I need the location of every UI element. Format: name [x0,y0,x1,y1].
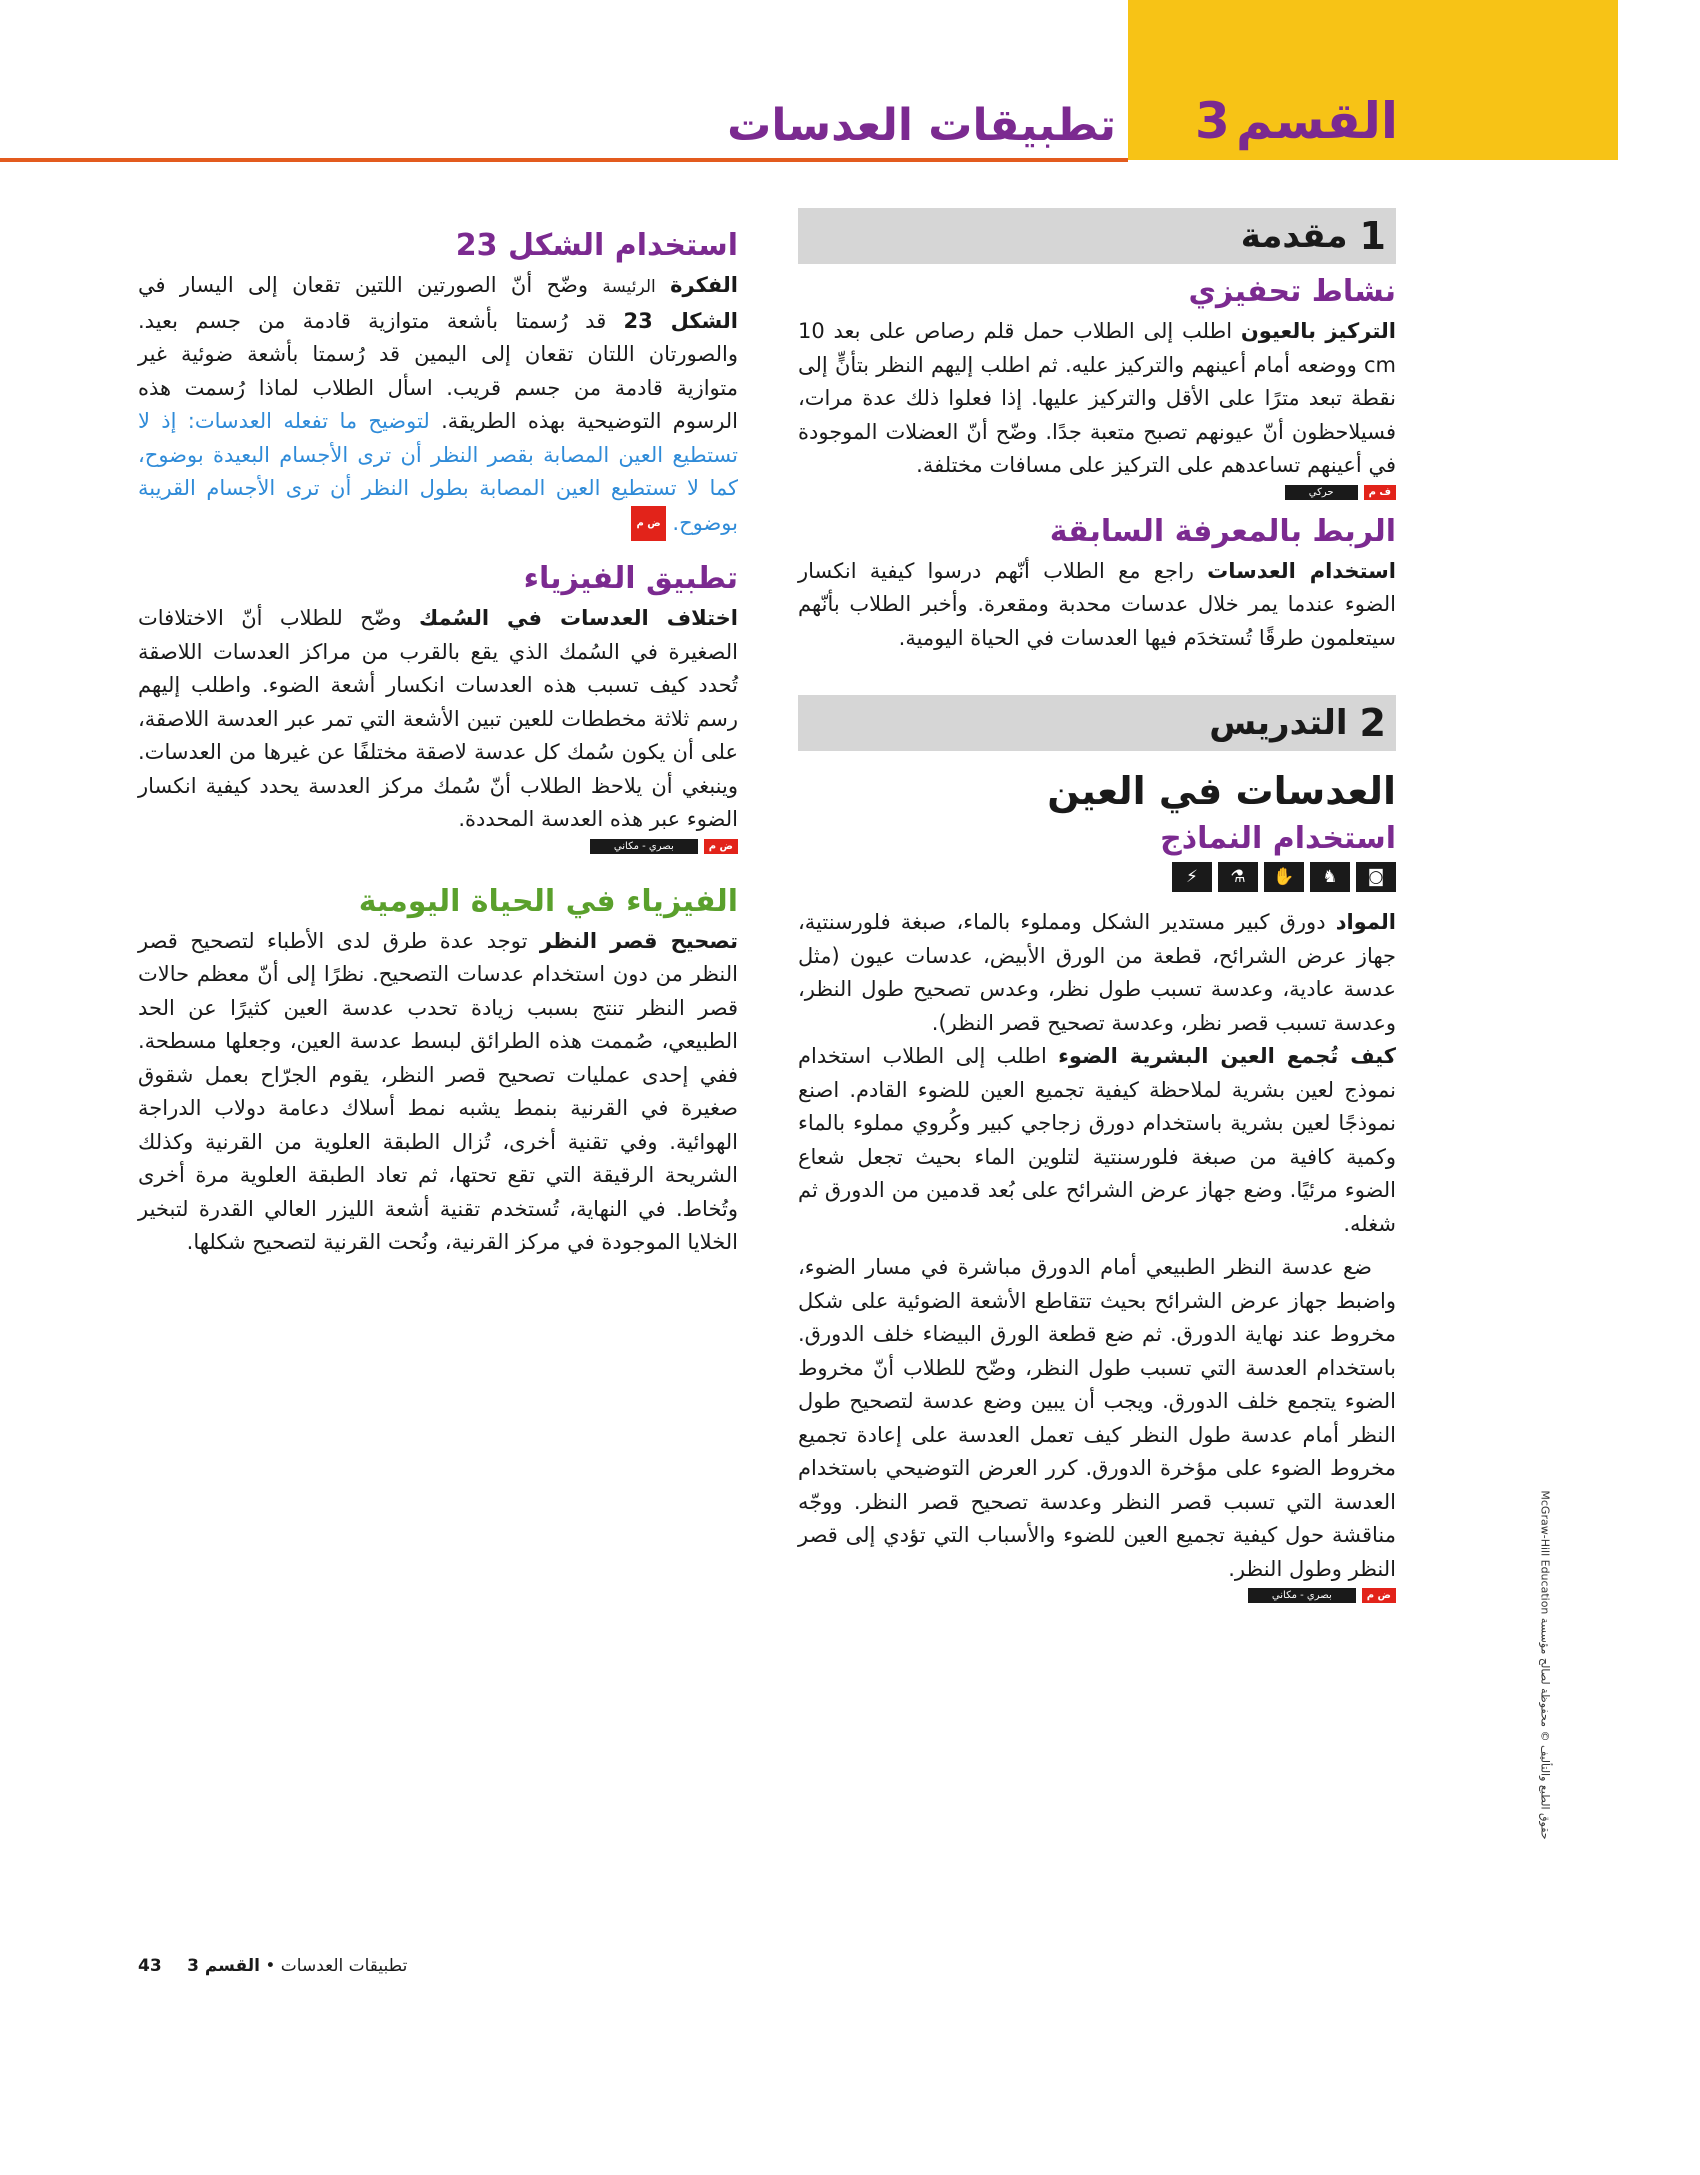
motivation-text: اطلب إلى الطلاب حمل قلم رصاص على بعد 10 cm ووضعه أمام أعينهم والتركيز عليه. ثم اطلب إليهم النظر بتأنٍّ إلى نقطة تبعد مترًا على الأقل والتركيز عليها. إذا فعلوا ذلك عدة مرات، فسيلاحظون أنّ عيونهم تصبح متعبة جدًا. وضّح أنّ العضلات الموجودة في أعينهم تساعدهم على التركيز على مسافات مختلفة. [798,319,1396,477]
everyday-physics-lead: تصحيح قصر النظر [539,928,739,953]
focus-text: اطلب إلى الطلاب استخدام نموذج لعين بشرية لملاحظة كيفية تجميع العين للضوء القادم. اصنع نموذجًا لعين بشرية باستخدام دورق زجاجي كبير وكُروي مملوء بالماء وكمية كافية من صبغة فلورسنتية لتلوين الماء بحيث تجعل شعاع الضوء مرئيًا. وضع جهاز عرض الشرائح على بُعد قدمين من الدورق ثم شغله. [798,1044,1396,1236]
left-column [138,222,738,1260]
apron-icon: ♞ [1310,862,1350,892]
motivation-paragraph [798,315,1396,483]
procedure-paragraph [798,1251,1396,1586]
figure-text-before: وضّح أنّ الصورتين اللتين تقعان إلى اليسار في [138,273,589,297]
materials-text: دورق كبير مستدير الشكل ومملوء بالماء، صبغة فلورسنتية، جهاز عرض الشرائح، قطعة من الورق الأبيض، عدسات عيون (مثل عدسة عادية، وعدسة تسبب طول نظر، وعدس تصحيح طول النظر، وعدسة تسبب قصر نظر، وعدسة تصحيح قصر النظر). [798,910,1396,1035]
intro-bar [798,208,1396,264]
page-number: 43 [138,1956,162,1976]
teach-bar [798,695,1396,751]
topic-heading: العدسات في العين [1047,769,1396,813]
focus-paragraph [798,1040,1396,1241]
ability-level-tag: ض م [631,506,665,542]
header-rule [0,158,1128,162]
prior-knowledge-paragraph [798,555,1396,656]
materials-paragraph [798,906,1396,1040]
procedure-text: ضع عدسة النظر الطبيعي أمام الدورق مباشرة في مسار الضوء، واضبط جهاز عرض الشرائح بحيث تتقاطع الأشعة الضوئية على شكل مخروط عند نهاية الدورق. ثم ضع قطعة الورق البيضاء خلف الدورق. باستخدام العدسة التي تسبب طول النظر، وضّح للطلاب أنّ مخروط الضوء يتجمع خلف الدورق. ويجب أن يبين وضع عدسة لتصحيح طول النظر أمام عدسة طول النظر كيف تعمل العدسة على إعادة تجميع مخروط الضوء على مؤخرة الدورق. كرر العرض التوضيحي باستخدام العدسة التي تسبب قصر النظر وعدسة تصحيح قصر النظر. ووجّه مناقشة حول كيفية تجميع العين للضوء والأسباب التي تؤدي إلى قصر النظر وطول النظر. [798,1255,1396,1581]
motivation-heading: نشاط تحفيزي [1188,274,1396,309]
prior-knowledge-text: راجع مع الطلاب أنّهم درسوا كيفية انكسار الضوء عندما يمر خلال عدسات محدبة ومقعرة. وأخبر الطلاب بأنّهم سيتعلمون طرقًا تُستخدَم فيها العدسات في الحياة اليومية. [798,558,1396,650]
electric-plug-icon: ⚡ [1172,862,1212,892]
copyright-text: حقوق الطبع والتأليف © محفوظة لصالح مؤسسة McGraw-Hill Education [1538,1490,1552,1840]
right-column [798,208,1396,1617]
physics-app-lead: اختلاف العدسات في السُمك [418,606,738,630]
footer-chapter: تطبيقات العدسات [280,1956,408,1976]
intro-number: 1 [1359,214,1386,258]
everyday-physics-paragraph [138,925,738,1260]
prior-knowledge-heading: الربط بالمعرفة السابقة [1049,513,1396,549]
goggles-icon: ◙ [1356,862,1396,892]
footer-section: القسم 3 [187,1956,260,1976]
ability-level-tag: ف م [1364,485,1396,500]
focus-lead: كيف تُجمع العين البشرية الضوء [1058,1044,1396,1068]
learning-style-tag: حركي [1285,485,1358,500]
section-number: 3 [1195,92,1230,150]
hand-wash-icon: ✋ [1264,862,1304,892]
figure-paragraph [138,269,738,541]
learning-style-tag: بصري - مكاني [1248,1588,1356,1603]
ability-level-tag: ض م [704,839,738,854]
physics-app-text: وضّح للطلاب أنّ الاختلافات الصغيرة في السُمك الذي يقع بالقرب من مراكز العدسات اللاصقة تُحدد كيف تسبب هذه العدسات انكسار أشعة الضوء. واطلب إليهم رسم ثلاثة مخططات للعين تبين الأشعة التي تمر عبر العدسة اللاصقة، على أن يكون سُمك كل عدسة لاصقة مختلفًا عن غيرها من العدسات. وينبغي أن يلاحظ الطلاب أنّ سُمك مركز العدسة يحدد كيفية انكسار الضوء عبر هذه العدسة المحددة. [138,606,738,831]
physics-app-tags [138,839,738,854]
ability-level-tag: ض م [1362,1588,1396,1603]
footer-bullet: • [265,1956,276,1976]
safety-icons [798,862,1396,892]
learning-style-tag: بصري - مكاني [590,839,698,854]
materials-lead: المواد [1335,910,1396,934]
intro-title: مقدمة [1240,216,1348,256]
everyday-physics-heading: الفيزياء في الحياة اليومية [358,883,738,919]
figure-lead-small: الرئيسة [602,277,656,297]
page-footer [138,1956,407,1976]
section-label: القسم [1236,92,1398,150]
motivation-tags [798,485,1396,500]
figure-heading: استخدام الشكل 23 [455,228,738,263]
prior-knowledge-lead: استخدام العدسات [1207,558,1396,583]
procedure-tags [798,1588,1396,1603]
teach-number: 2 [1359,701,1386,745]
physics-app-heading: تطبيق الفيزياء [523,561,738,596]
figure-text-after: قد رُسمتا بأشعة متوازية قادمة من جسم بعيد. والصورتان اللتان تقعان إلى اليمين قد رُسمتا بأشعة ضوئية غير متوازية قادمة من جسم قريب. اسأل الطلاب لماذا رُسمت هذه الرسوم التوضيحية بهذه الطريقة. [138,308,739,433]
copyright-sidebar [1530,1455,1560,1875]
figure-lead: الفكرة [670,273,738,297]
chapter-title: تطبيقات العدسات [727,100,1116,151]
physics-app-paragraph [138,602,738,837]
glassware-icon: ⚗ [1218,862,1258,892]
figure-ref: الشكل 23 [623,308,738,333]
figure-answer: لتوضيح ما تفعله العدسات: إذ لا تستطيع العين المصابة بقصر النظر أن ترى الأجسام البعيدة بوضوح، كما لا تستطيع العين المصابة بطول النظر أن ترى الأجسام القريبة بوضوح. [138,409,738,535]
models-heading: استخدام النماذج [1160,821,1396,856]
motivation-lead: التركيز بالعيون [1240,319,1396,343]
everyday-physics-text: توجد عدة طرق لدى الأطباء لتصحيح قصر النظر من دون استخدام عدسات التصحيح. نظرًا إلى أنّ معظم حالات قصر النظر تنتج بسبب زيادة تحدب عدسة العين كثيرًا عن الحد الطبيعي، صُممت هذه الطرائق لبسط عدسة العين، وجعلها مسطحة. ففي إحدى عمليات تصحيح قصر النظر، يقوم الجرّاح بعمل شقوق صغيرة في القرنية بنمط يشبه نمط أسلاك دعامة دولاب الدراجة الهوائية. وفي تقنية أخرى، تُزال الطبقة العلوية من القرنية وكذلك الشريحة الرقيقة التي تقع تحتها، ثم تعاد الطبقة العلوية مرة أخرى وتُخاط. في النهاية، تُستخدم تقنية أشعة الليزر العالي القدرة لتبخير الخلايا الموجودة في مركز القرنية، ونُحت القرنية لتصحيح شكلها. [138,928,738,1254]
teach-title: التدريس [1209,703,1348,743]
